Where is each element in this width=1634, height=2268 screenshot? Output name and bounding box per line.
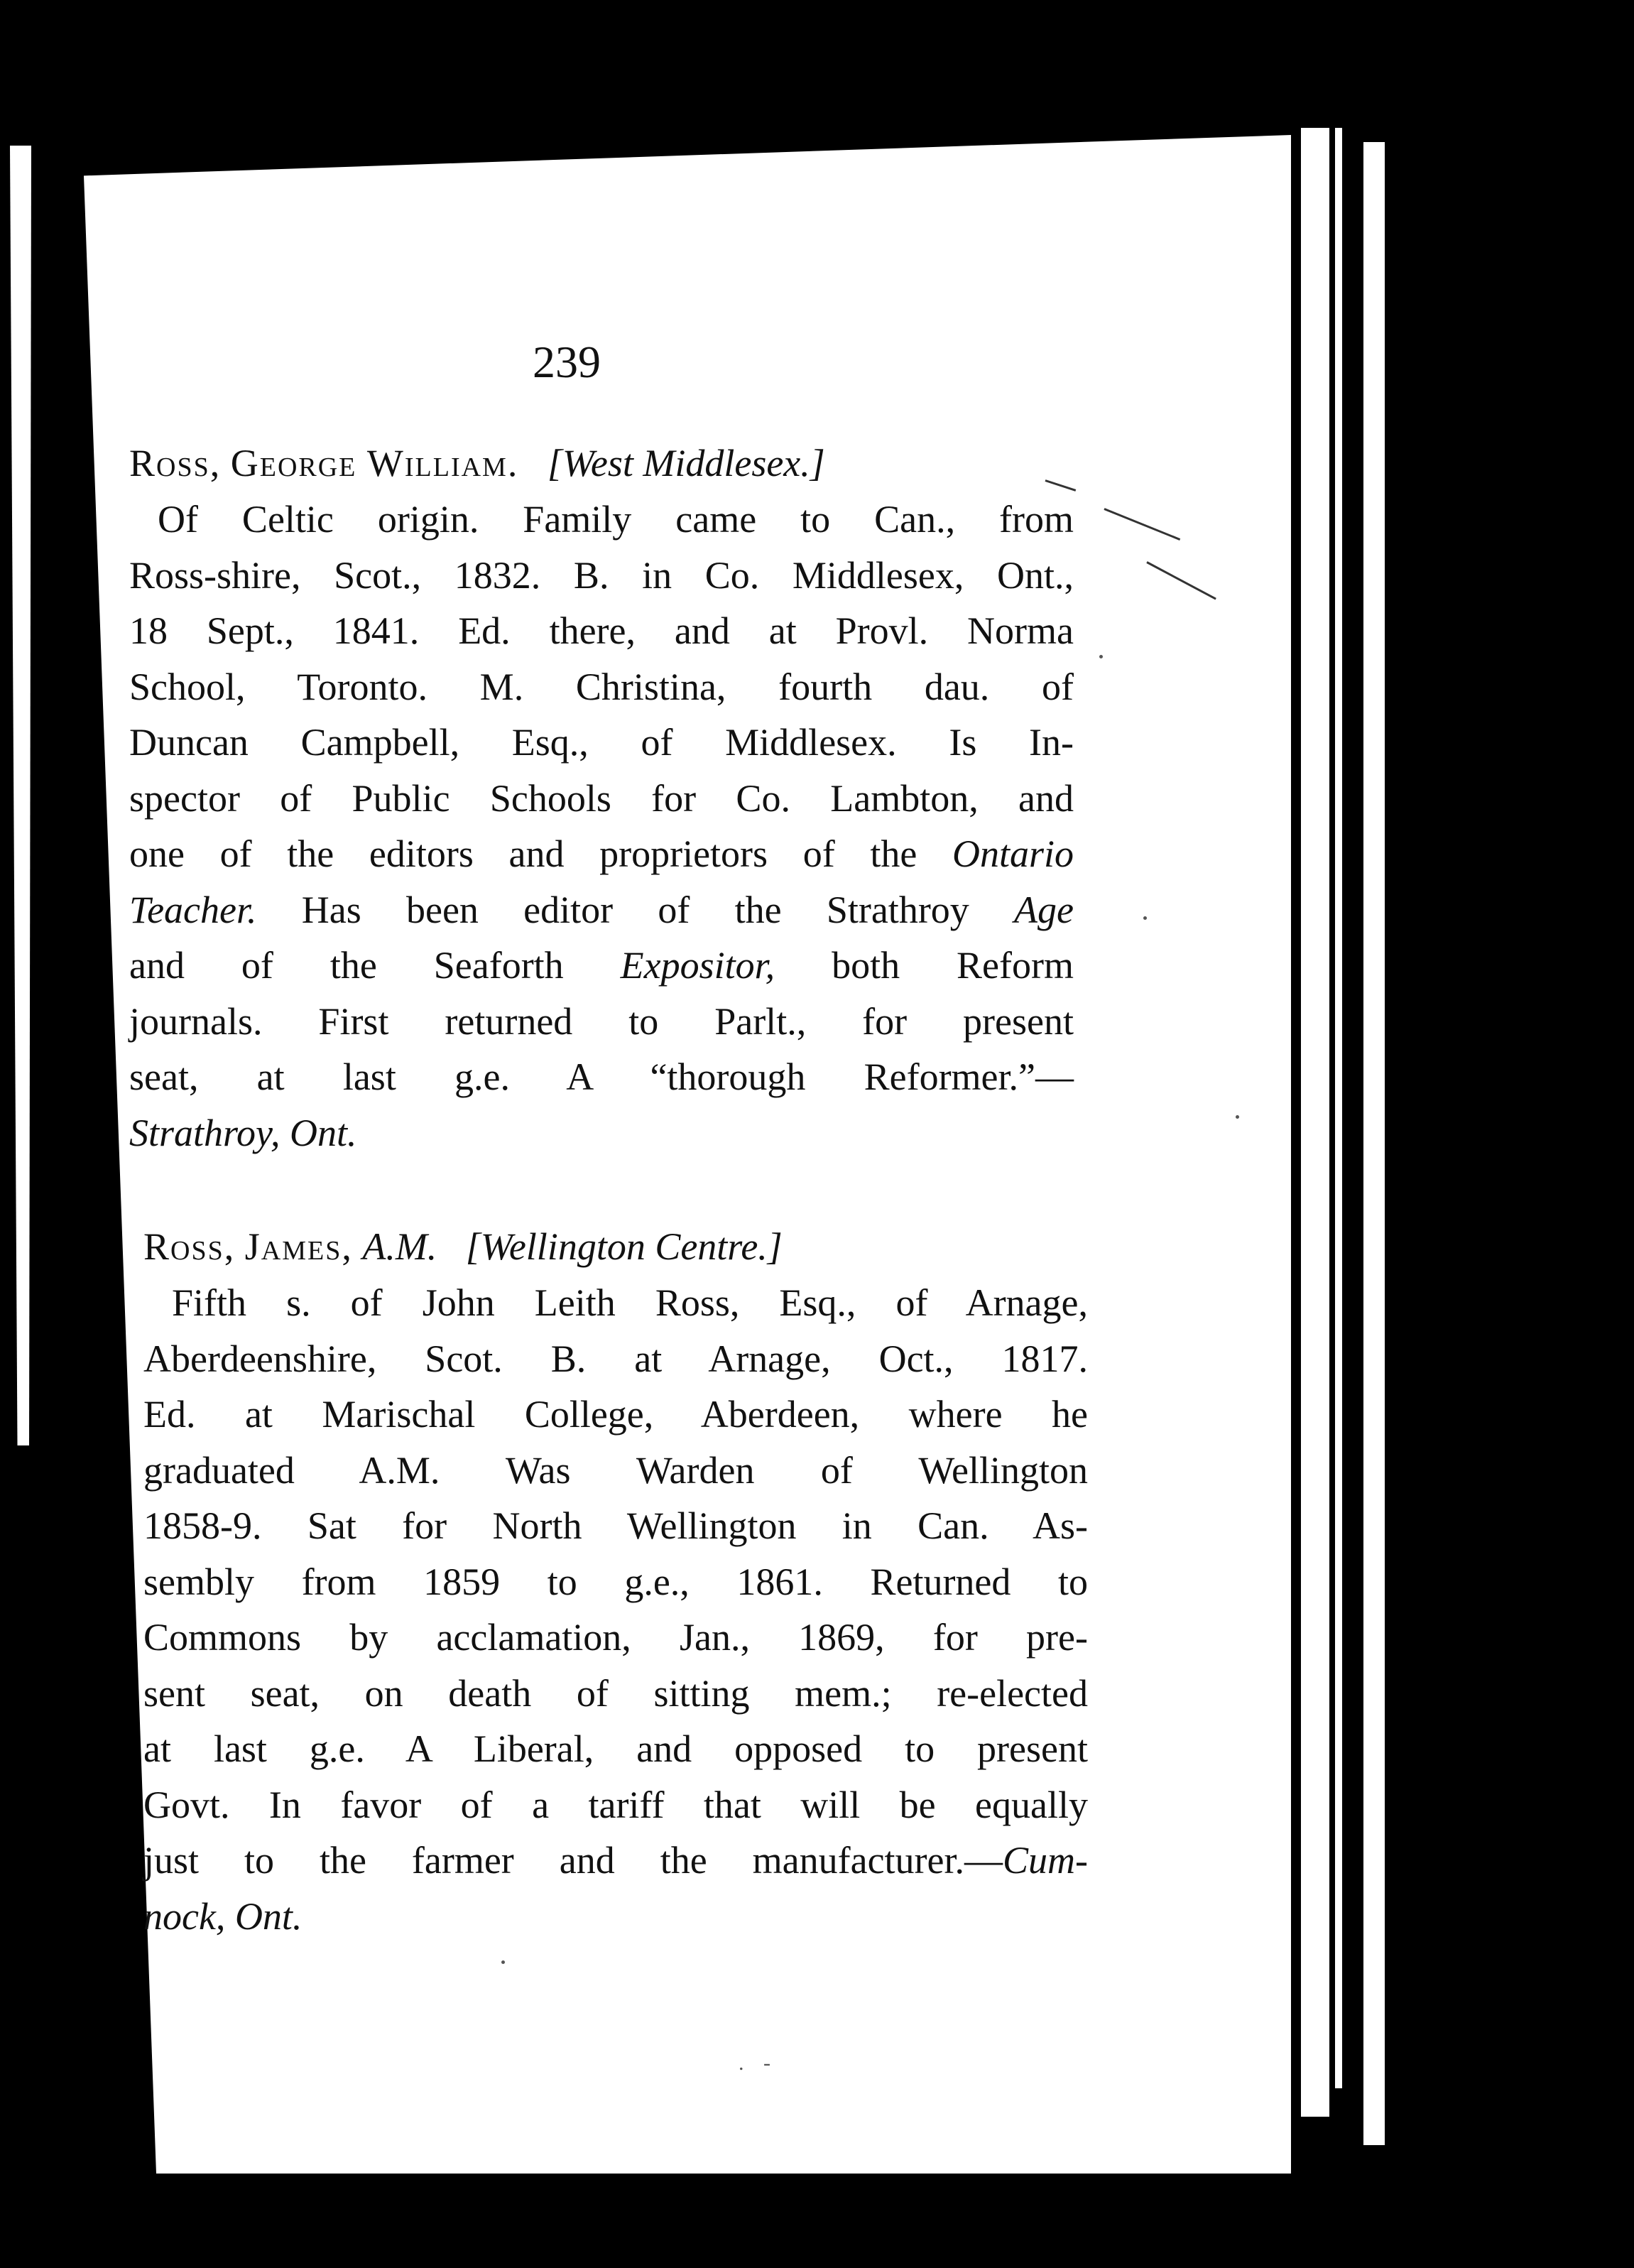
- entry-text-line: Of Celtic origin. Family came to Can., from: [158, 498, 1074, 541]
- text-run: [280, 1112, 290, 1154]
- italic-place: Ont.: [290, 1111, 357, 1154]
- entry-text-line: Commons by acclamation, Jan., 1869, for pre-: [143, 1616, 1088, 1659]
- italic-place: Ont.: [234, 1894, 303, 1938]
- text-run: Has been editor of the Strathroy: [256, 888, 1015, 931]
- italic-title: Ontario: [952, 832, 1074, 875]
- entry-text-line: [143, 1889, 1088, 1945]
- entry-text-line: [129, 882, 1074, 938]
- entry-given-names: George William.: [230, 442, 519, 484]
- entry-text-line: [129, 1105, 1074, 1161]
- entry-surname: Ross,: [143, 1225, 236, 1268]
- stray-dot: [1236, 1115, 1239, 1119]
- entry-text-line: 18 Sept., 1841. Ed. there, and at Provl. Norma: [129, 609, 1074, 652]
- entry-text-line: graduated A.M. Was Warden of Wellington: [143, 1448, 1088, 1492]
- entry-constituency: [West Middlesex.]: [547, 442, 825, 484]
- entry-text-line: spector of Public Schools for Co. Lambton, and: [129, 776, 1074, 820]
- entry-text-line: sent seat, on death of sitting mem.; re-elected: [143, 1671, 1088, 1715]
- italic-title: Teacher.: [129, 888, 257, 931]
- entry-text-line: at last g.e. A Liberal, and opposed to present: [143, 1727, 1088, 1770]
- adjacent-page-edge: [10, 146, 31, 1445]
- entry-text-line: School, Toronto. M. Christina, fourth dau. of: [129, 665, 1074, 708]
- entry-surname: Ross,: [129, 442, 222, 484]
- entry-text-line: [129, 826, 1074, 882]
- stray-dot: [1143, 916, 1147, 920]
- entry-text-line: sembly from 1859 to g.e., 1861. Returned to: [143, 1560, 1088, 1603]
- italic-place: nock,: [143, 1894, 226, 1938]
- spine-strip: [1335, 128, 1342, 2088]
- entry-text-line: Duncan Campbell, Esq., of Middlesex. Is In-: [129, 721, 1074, 764]
- entry-text-line: Aberdeenshire, Scot. B. at Arnage, Oct., 1817.: [143, 1337, 1088, 1380]
- entry-heading: [129, 435, 1074, 492]
- entry-constituency: [Wellington Centre.]: [465, 1225, 783, 1268]
- biography-entry: [143, 1218, 1088, 1944]
- entry-text-line: seat, at last g.e. A “thorough Reformer.”—: [129, 1056, 1074, 1098]
- text-run: and of the Seaforth: [129, 944, 621, 987]
- entry-given-names: James,: [244, 1225, 353, 1268]
- entry-text-line: journals. First returned to Parlt., for present: [129, 999, 1074, 1043]
- entry-text-line: Govt. In favor of a tariff that will be equally: [143, 1783, 1088, 1826]
- entry-text-line: Fifth s. of John Leith Ross, Esq., of Arnage,: [172, 1281, 1088, 1324]
- entry-heading: [143, 1218, 1088, 1275]
- italic-place: Cum-: [1003, 1839, 1088, 1882]
- text-run: one of the editors and proprietors of the: [129, 832, 952, 875]
- stray-marks: . -: [739, 2051, 778, 2075]
- page-number: 239: [533, 337, 601, 387]
- stray-dot: [501, 1960, 505, 1964]
- italic-title: Expositor,: [620, 944, 775, 987]
- spine-strip: [1301, 128, 1329, 2117]
- text-run: both Reform: [775, 944, 1074, 987]
- entry-degree: A.M.: [362, 1225, 437, 1268]
- italic-title: Age: [1014, 888, 1074, 931]
- text-run: [225, 1895, 235, 1938]
- entry-text-line: [143, 1833, 1088, 1889]
- entry-text-line: 1858-9. Sat for North Wellington in Can. As-: [143, 1504, 1088, 1547]
- entry-text-line: Ross-shire, Scot., 1832. B. in Co. Middlesex, Ont.,: [129, 553, 1074, 597]
- spine-strip: [1363, 142, 1385, 2145]
- biography-entry: [129, 435, 1074, 1161]
- entry-text-line: [129, 938, 1074, 994]
- entry-text-line: Ed. at Marischal College, Aberdeen, where he: [143, 1393, 1088, 1436]
- text-run: just to the farmer and the manufacturer.—: [143, 1839, 1003, 1882]
- italic-place: Strathroy,: [129, 1111, 280, 1154]
- stray-dot: [1099, 655, 1103, 658]
